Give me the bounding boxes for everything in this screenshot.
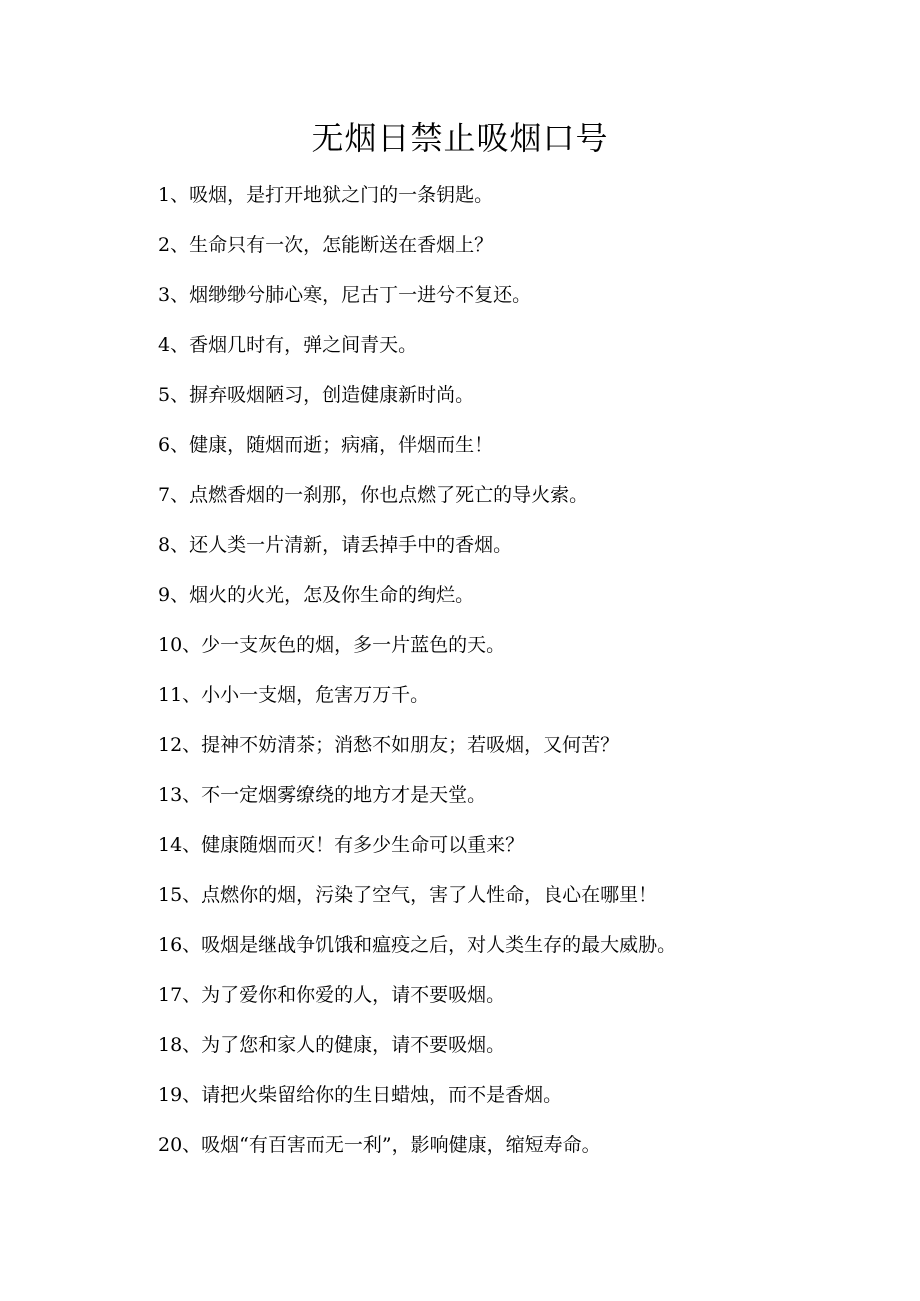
slogan-item: 12、提神不妨清茶；消愁不如朋友；若吸烟，又何苦？ bbox=[158, 734, 620, 756]
slogan-item: 17、为了爱你和你爱的人，请不要吸烟。 bbox=[158, 984, 506, 1006]
document-title: 无烟日禁止吸烟口号 bbox=[311, 119, 609, 157]
slogan-item: 13、不一定烟雾缭绕的地方才是天堂。 bbox=[158, 784, 487, 806]
slogan-list bbox=[158, 170, 676, 1170]
slogan-item: 18、为了您和家人的健康，请不要吸烟。 bbox=[158, 1034, 506, 1056]
slogan-item: 19、请把火柴留给你的生日蜡烛，而不是香烟。 bbox=[158, 1084, 563, 1106]
slogan-item: 2、生命只有一次，怎能断送在香烟上？ bbox=[158, 234, 494, 256]
slogan-item: 1、吸烟，是打开地狱之门的一条钥匙。 bbox=[158, 184, 494, 206]
slogan-item: 4、香烟几时有，弹之间青天。 bbox=[158, 334, 418, 356]
slogan-item: 15、点燃你的烟，污染了空气，害了人性命，良心在哪里！ bbox=[158, 884, 658, 906]
slogan-item: 3、烟缈缈兮肺心寒，尼古丁一进兮不复还。 bbox=[158, 284, 532, 306]
slogan-item: 5、摒弃吸烟陋习，创造健康新时尚。 bbox=[158, 384, 475, 406]
slogan-item: 14、健康随烟而灭！有多少生命可以重来？ bbox=[158, 834, 525, 856]
slogan-item: 8、还人类一片清新，请丢掉手中的香烟。 bbox=[158, 534, 513, 556]
slogan-item: 10、少一支灰色的烟，多一片蓝色的天。 bbox=[158, 634, 506, 656]
slogan-item: 6、健康，随烟而逝；病痛，伴烟而生！ bbox=[158, 434, 494, 456]
slogan-item: 9、烟火的火光，怎及你生命的绚烂。 bbox=[158, 584, 475, 606]
slogan-item: 11、小小一支烟，危害万万千。 bbox=[158, 684, 430, 706]
slogan-item: 20、吸烟“有百害而无一利”，影响健康，缩短寿命。 bbox=[158, 1134, 601, 1156]
slogan-item: 16、吸烟是继战争饥饿和瘟疫之后，对人类生存的最大威胁。 bbox=[158, 934, 677, 956]
slogan-item: 7、点燃香烟的一刹那，你也点燃了死亡的导火索。 bbox=[158, 484, 589, 506]
